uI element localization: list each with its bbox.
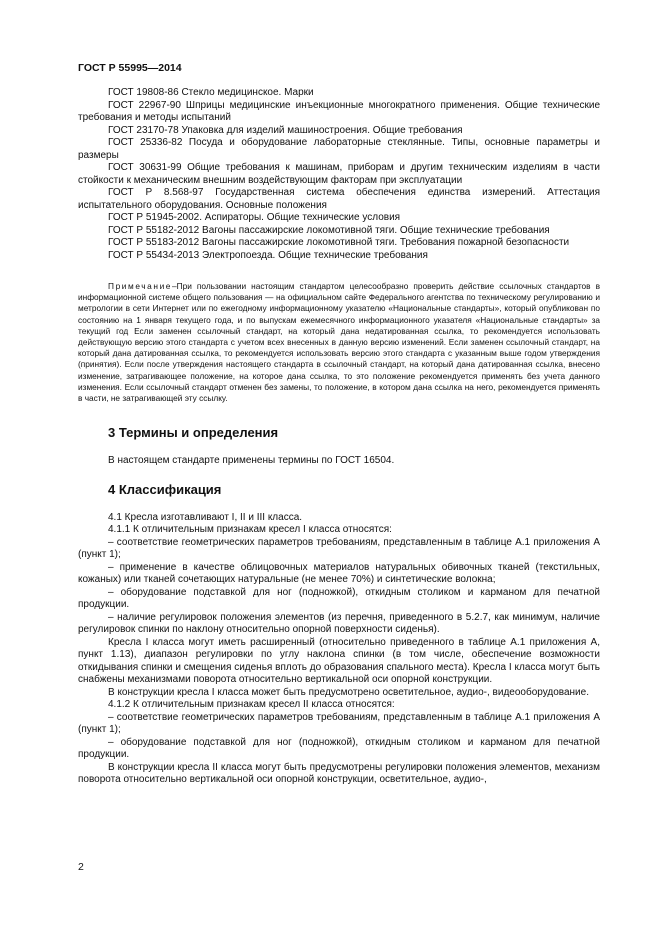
- list-item: – применение в качестве облицовочных материалов натуральных обивочных тканей (текстильных, кожаных) или тканей сочетающих натуральные (не менее 70%) и синтетические волокна;: [78, 561, 600, 586]
- reference-item: ГОСТ Р 8.568-97 Государственная система обеспечения единства измерений. Аттестация испытательного оборудования. Основные положения: [78, 187, 600, 211]
- reference-item: ГОСТ Р 55434-2013 Электропоезда. Общие технические требования: [108, 249, 428, 261]
- list-item: – наличие регулировок положения элементов (из перечня, приведенного в 5.2.7, как минимум, наличие регулировок спинки по наклону относительно опорной поверхности сиденья).: [78, 611, 600, 636]
- reference-item: ГОСТ Р 55182-2012 Вагоны пассажирские локомотивной тяги. Общие технические требования: [108, 224, 550, 236]
- reference-item: ГОСТ 30631-99 Общие требования к машинам, приборам и другим техническим изделиям в части стойкости к механическим внешним воздействующим факторам при эксплуатации: [78, 162, 600, 186]
- paragraph: 4.1.1 К отличительным признакам кресел I класса относятся:: [108, 524, 392, 536]
- document-body: [78, 87, 600, 787]
- section-4-heading: 4 Классификация: [108, 481, 222, 497]
- note-paragraph: [78, 281, 600, 404]
- paragraph: В конструкции кресла II класса могут быть предусмотрены регулировки положения элементов, механизм поворота относительно вертикальной оси опорной конструкции, осветительное, аудио-,: [78, 761, 600, 786]
- reference-item: ГОСТ 19808-86 Стекло медицинское. Марки: [108, 87, 314, 98]
- reference-item: ГОСТ 25336-82 Посуда и оборудование лабораторные стеклянные. Типы, основные параметры и размеры: [78, 137, 600, 161]
- note-text: При пользовании настоящим стандартом целесообразно проверить действие ссылочных стандартов в информационной системе общего пользования — на официальном сайте Федерального агентства по техническому регулированию и метрологии в сети Интернет или по ежегодному информационному указателю «Национальные стандарты», который опубликован по состоянию на 1 января текущего года, и по выпускам ежемесячного информационного указателя «Национальные стандарты» за текущий год Если заменен ссылочный стандарт, на который дана недатированная ссылка, то рекомендуется использовать действующую версию этого стандарта с учетом всех внесенных в данную версию изменений. Если заменен ссылочный стандарт, на который дана датированная ссылка, то рекомендуется использовать версию этого стандарта с указанным выше годом утверждения (принятия). Если после утверждения настоящего стандарта в ссылочный стандарт, на который дана датированная ссылка, внесено изменение, затрагивающее положение, на которое дана ссылка, то это положение рекомендуется применять без учета данного изменения. Если ссылочный стандарт отменен без замены, то положение, в котором дана ссылка на него, рекомендуется применять в части, не затрагивающей эту ссылку.: [78, 281, 600, 404]
- list-item: – оборудование подставкой для ног (подножкой), откидным столиком и карманом для печатной продукции.: [78, 736, 600, 761]
- list-item: – соответствие геометрических параметров требованиям, представленным в таблице А.1 приложения А (пункт 1);: [78, 711, 600, 736]
- page-number: 2: [78, 861, 84, 873]
- paragraph: 4.1.2 К отличительным признакам кресел II класса относятся:: [108, 699, 395, 711]
- document-header: ГОСТ Р 55995—2014: [78, 62, 182, 74]
- list-item: – соответствие геометрических параметров требованиям, представленным в таблице А.1 приложения А (пункт 1);: [78, 536, 600, 561]
- note-label: Примечание: [108, 281, 173, 291]
- reference-list: [78, 87, 600, 262]
- paragraph: В конструкции кресла I класса может быть предусмотрено осветительное, аудио-, видеооборудование.: [108, 686, 589, 698]
- reference-item: ГОСТ Р 51945-2002. Аспираторы. Общие технические условия: [108, 212, 401, 223]
- section-3-heading: 3 Термины и определения: [108, 425, 279, 441]
- reference-item: ГОСТ 23170-78 Упаковка для изделий машиностроения. Общие требования: [108, 124, 463, 136]
- paragraph: 4.1 Кресла изготавливают I, II и III класса.: [108, 511, 303, 523]
- section-3-text: В настоящем стандарте применены термины по ГОСТ 16504.: [108, 455, 395, 467]
- list-item: – оборудование подставкой для ног (подножкой), откидным столиком и карманом для печатной продукции.: [78, 586, 600, 611]
- paragraph: Кресла I класса могут иметь расширенный (относительно приведенного в таблице А.1 приложения А, пункт 1.13), диапазон регулировки по углу наклона спинки (в том числе, обеспечение возможности откидывания спинки и смещения сиденья вплоть до образования спального места). Кресла I класса могут быть снабжены механизмами поворота относительно вертикальной оси опорной конструкции.: [78, 636, 600, 686]
- section-4-content: [78, 512, 600, 787]
- reference-item: ГОСТ 22967-90 Шприцы медицинские инъекционные многократного применения. Общие технические требования и методы испытаний: [78, 99, 600, 123]
- reference-item: ГОСТ Р 55183-2012 Вагоны пассажирские локомотивной тяги. Требования пожарной безопасности: [108, 237, 570, 248]
- note-dash: –: [172, 281, 177, 291]
